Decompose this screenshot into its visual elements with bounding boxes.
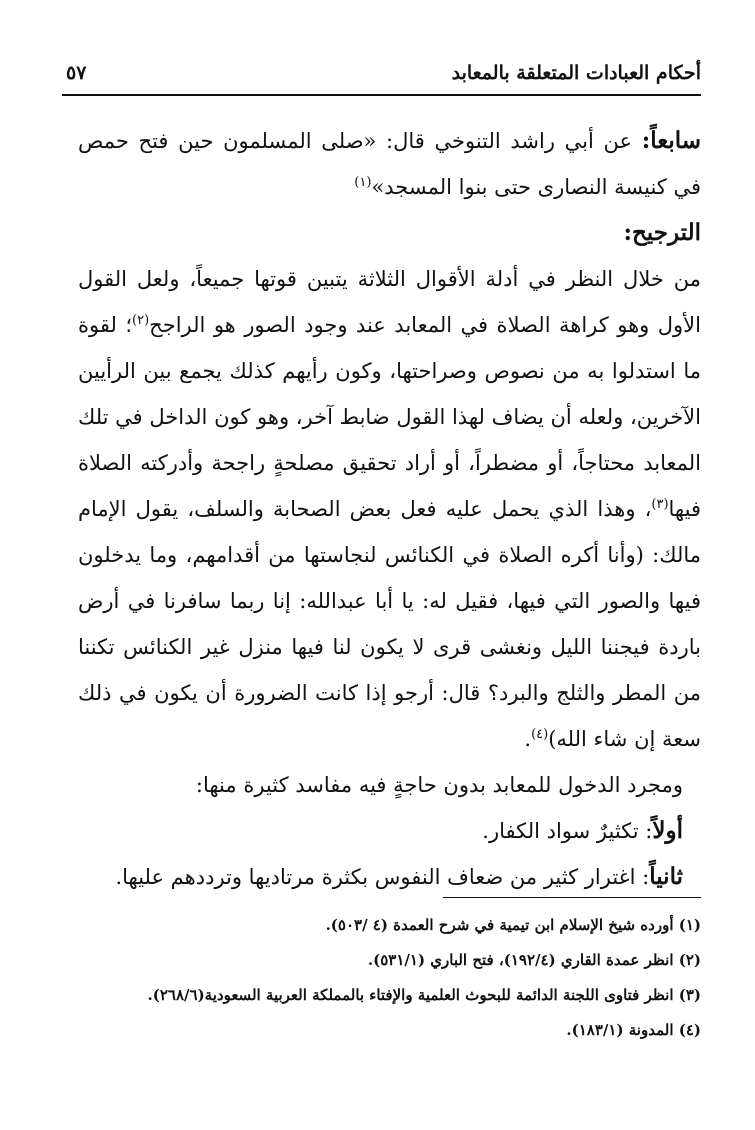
footnote-divider: [443, 897, 701, 898]
seventh-label: سابعاً:: [641, 127, 701, 154]
mafasid-second: [78, 854, 701, 900]
tarjih-text-1: من خلال النظر في أدلة الأقوال الثلاثة يتبين قوتها جميعاً، ولعل القول الأول وهو كراهة الصلاة في المعابد عند وجود الصور هو الراجح: [78, 267, 701, 337]
second-label: ثانياً: [649, 863, 683, 890]
tarjih-text-4: .: [524, 727, 532, 751]
running-title: أحكام العبادات المتعلقة بالمعابد: [451, 62, 701, 84]
footnote-ref-4[interactable]: (٤): [531, 727, 549, 742]
mafasid-first: [78, 808, 701, 854]
first-text: : تكثيرٌ سواد الكفار.: [482, 819, 653, 843]
second-text: : اغترار كثير من ضعاف النفوس بكثرة مرتاديها وترددهم عليها.: [115, 865, 650, 889]
tarjih-text-2: ؛ لقوة ما استدلوا به من نصوص وصراحتها، وكون رأيهم كذلك يجمع بين الرأيين الآخرين، ولعله أن يضاف لهذا القول ضابط آخر، وهو كون الداخل في تلك المعابد محتاجاً، أو مضطراً، أو أراد تحقيق مصلحةٍ راجحة وأدركته الصلاة فيها: [78, 313, 701, 521]
main-text: [78, 118, 701, 900]
footnote-4: (٤) المدونة (١٨٣/١).: [566, 1021, 701, 1039]
page-number: ٥٧: [66, 62, 87, 84]
footnote-ref-1[interactable]: (١): [354, 175, 372, 190]
footnote-3: (٣) انظر فتاوى اللجنة الدائمة للبحوث العلمية والإفتاء بالمملكة العربية السعودية(٢٦٨/٦).: [147, 986, 701, 1004]
tarjih-heading: الترجيح:: [623, 219, 701, 246]
first-label: أولاً: [652, 817, 683, 844]
page-header: [62, 58, 701, 96]
footnote-ref-2[interactable]: (٢): [132, 313, 150, 328]
paragraph-tarjih: [78, 256, 701, 762]
footnote-1: (١) أورده شيخ الإسلام ابن تيمية في شرح العمدة (٤ /٥٠٣).: [325, 916, 701, 934]
footnotes: [62, 908, 701, 1048]
footnote-2: (٢) انظر عمدة القاري (١٩٢/٤)، فتح الباري (٥٣١/١).: [367, 951, 701, 969]
paragraph-seventh: [78, 118, 701, 210]
seventh-text: عن أبي راشد التنوخي قال: «صلى المسلمون حين فتح حمص في كنيسة النصارى حتى بنوا المسجد»: [78, 129, 701, 199]
tarjih-text-3: ، وهذا الذي يحمل عليه فعل بعض الصحابة والسلف، يقول الإمام مالك: (وأنا أكره الصلاة في الكنائس لنجاستها من أقدامهم، وما يدخلون فيها والصور التي فيها، فقيل له: يا أبا عبدالله: إنا ربما سافرنا في أرض باردة فيجننا الليل ونغشى قرى لا يكون لنا فيها منزل غير الكنائس تكننا من المطر والثلج والبرد؟ قال: أرجو إذا كانت الضرورة أن يكون في ذلك سعة إن شاء الله): [78, 497, 701, 751]
footnote-ref-3[interactable]: (٣): [651, 497, 669, 512]
mafasid-intro: ومجرد الدخول للمعابد بدون حاجةٍ فيه مفاسد كثيرة منها:: [195, 773, 683, 797]
